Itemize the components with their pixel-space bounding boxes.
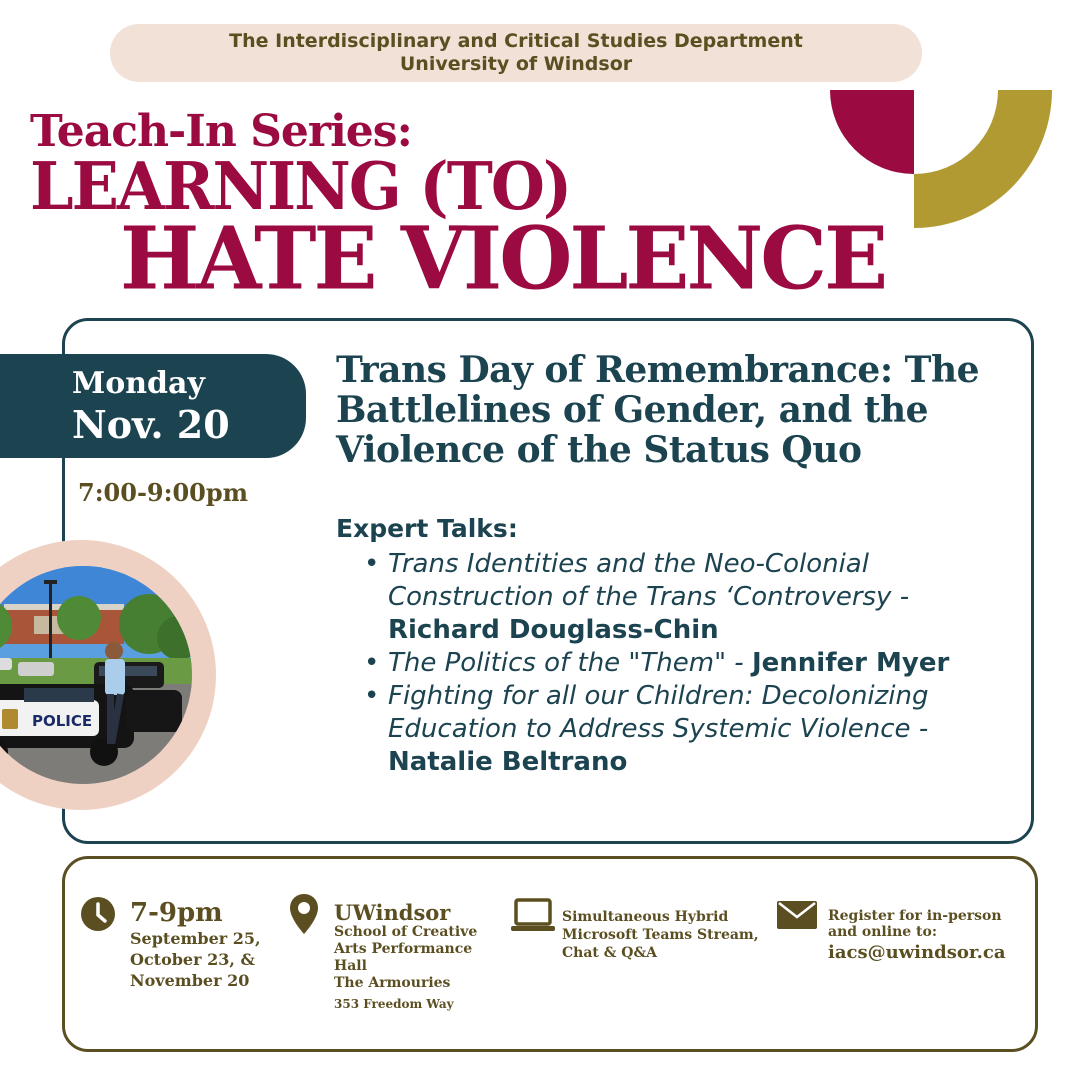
series-label: Teach-In Series: — [30, 106, 412, 157]
event-time: 7:00-9:00pm — [78, 478, 249, 507]
expert-talks-heading: Expert Talks: — [336, 514, 518, 543]
talk-speaker: Richard Douglass-Chin — [388, 615, 719, 645]
event-title: Trans Day of Remembrance: The Battlelines of Gender, and the Violence of the Status Quo — [336, 349, 980, 471]
department-banner — [110, 24, 922, 82]
talk-item — [360, 680, 1020, 779]
series-title-line-1: LEARNING (TO) — [30, 148, 571, 225]
talk-item — [360, 647, 1020, 680]
event-date: Nov. 20 — [72, 402, 230, 447]
schedule-dates: September 25, October 23, & November 20 — [130, 929, 261, 990]
building-name: The Armouries — [334, 975, 451, 991]
talk-speaker: Jennifer Myer — [751, 648, 950, 678]
clock-icon — [80, 896, 116, 932]
talk-speaker: Natalie Beltrano — [388, 747, 628, 777]
series-title-line-2: HATE VIOLENCE — [120, 208, 886, 309]
talk-title: The Politics of the "Them" - — [388, 648, 744, 678]
register-info: Register for in-person and online to: — [828, 908, 1002, 940]
university-name: University of Windsor — [399, 53, 633, 75]
expert-talks-list — [360, 548, 1020, 779]
date-tab — [0, 354, 306, 458]
location-name: UWindsor — [334, 900, 451, 925]
decorative-arcs — [780, 86, 1060, 236]
talk-item — [360, 548, 1020, 647]
crimson-quarter-arc — [786, 90, 914, 174]
talk-title: Trans Identities and the Neo-Colonial Construction of the Trans ‘Controversy - — [388, 549, 910, 612]
talk-title: Fighting for all our Children: Decolonizing Education to Address Systemic Violence - — [388, 681, 929, 744]
department-name: The Interdisciplinary and Critical Studies Department — [229, 30, 803, 52]
register-email[interactable]: iacs@uwindsor.ca — [828, 942, 1006, 963]
location-venue — [334, 924, 494, 992]
location-address: 353 Freedom Way — [334, 997, 454, 1011]
event-day: Monday — [72, 366, 205, 401]
gold-quarter-arc — [914, 90, 1052, 228]
map-pin-icon — [289, 893, 319, 935]
hybrid-info: Simultaneous Hybrid Microsoft Teams Stream, Chat & Q&A — [562, 909, 759, 961]
envelope-icon — [777, 901, 817, 929]
venue-name: School of Creative Arts Performance Hall — [334, 924, 478, 974]
police-text: POLICE — [32, 712, 93, 730]
laptop-icon — [510, 898, 556, 934]
schedule-time: 7-9pm — [130, 898, 223, 928]
